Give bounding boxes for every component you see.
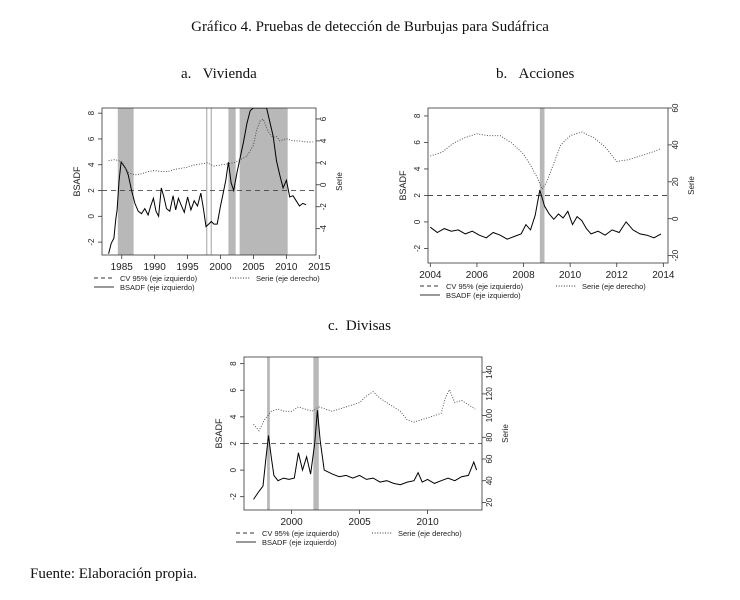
y-left-tick-label: 2 — [413, 193, 422, 198]
y-left-tick-label: -2 — [87, 238, 96, 246]
panel-a-letter: a. — [181, 66, 192, 82]
bsadf-series-line — [430, 190, 661, 239]
y-right-tick-label: 2 — [319, 160, 328, 166]
y-left-axis-label: BSADF — [398, 170, 408, 201]
bubble-period-1 — [313, 357, 318, 510]
panel-c-name: Divisas — [345, 318, 391, 334]
y-right-tick-label: 40 — [485, 476, 494, 486]
panel-c-letter: c. — [328, 318, 339, 334]
y-right-tick-label: 6 — [319, 116, 328, 122]
y-right-tick-label: 0 — [671, 216, 680, 221]
y-left-tick-label: 2 — [229, 441, 238, 446]
legend-serie-label: Serie (eje derecho) — [398, 529, 462, 538]
y-right-tick-label: 20 — [485, 497, 494, 507]
x-tick-label: 2010 — [416, 517, 439, 528]
y-right-tick-label: 4 — [319, 138, 328, 144]
legend-bsadf-label: BSADF (eje izquierdo) — [262, 538, 337, 547]
bubble-period-1 — [206, 108, 207, 255]
panel-a-title — [181, 66, 257, 83]
y-right-tick-label: 100 — [485, 408, 494, 423]
legend-serie-label: Serie (eje derecho) — [256, 274, 320, 283]
y-left-tick-label: -2 — [229, 493, 238, 501]
legend-cv95-label: CV 95% (eje izquierdo) — [120, 274, 198, 283]
y-right-tick-label: -2 — [319, 203, 328, 211]
x-tick-label: 2014 — [652, 270, 675, 281]
x-tick-label: 2012 — [605, 270, 628, 281]
bsadf-series-line — [254, 410, 477, 499]
y-right-axis-label: Serie — [335, 172, 344, 191]
legend-bsadf-label: BSADF (eje izquierdo) — [120, 283, 195, 292]
x-tick-label: 2008 — [512, 270, 535, 281]
y-left-tick-label: 8 — [87, 110, 96, 116]
y-right-tick-label: 0 — [319, 182, 328, 188]
x-tick-label: 2000 — [209, 262, 232, 273]
y-left-axis-label: BSADF — [214, 418, 224, 449]
serie-series-line — [254, 390, 476, 431]
bubble-period-0 — [118, 108, 134, 255]
x-tick-label: 2010 — [275, 262, 298, 273]
y-left-tick-label: 8 — [229, 361, 238, 366]
legend-cv95-label: CV 95% (eje izquierdo) — [262, 529, 340, 538]
x-tick-label: 2004 — [419, 270, 442, 281]
x-tick-label: 2000 — [280, 517, 303, 528]
plot-frame — [428, 108, 668, 263]
y-right-axis-label: Serie — [501, 424, 510, 443]
x-tick-label: 1985 — [110, 262, 133, 273]
x-tick-label: 1995 — [176, 262, 199, 273]
y-left-tick-label: 6 — [413, 140, 422, 145]
y-right-tick-label: 60 — [671, 103, 680, 113]
x-tick-label: 1990 — [143, 262, 166, 273]
bubble-period-2 — [211, 108, 212, 255]
y-left-tick-label: 4 — [229, 414, 238, 420]
bubble-period-0 — [267, 357, 270, 510]
legend-bsadf-label: BSADF (eje izquierdo) — [446, 291, 521, 300]
y-right-tick-label: 20 — [671, 177, 680, 187]
y-left-tick-label: 6 — [229, 388, 238, 393]
bubble-period-3 — [228, 108, 235, 255]
y-right-tick-label: 140 — [485, 365, 494, 379]
panel-b-title — [496, 66, 574, 83]
y-right-tick-label: 40 — [671, 140, 680, 150]
chart-vivienda — [30, 95, 350, 305]
y-right-tick-label: 80 — [485, 432, 494, 442]
x-tick-label: 2006 — [465, 270, 489, 281]
y-left-tick-label: 0 — [229, 467, 238, 473]
legend-serie-label: Serie (eje derecho) — [582, 282, 646, 291]
x-tick-label: 2005 — [242, 262, 265, 273]
source-note: Fuente: Elaboración propia. — [30, 566, 198, 582]
panel-b-letter: b. — [496, 66, 508, 82]
serie-series-line — [430, 132, 661, 189]
panel-b-name: Acciones — [518, 66, 575, 82]
y-left-tick-label: 4 — [87, 162, 96, 167]
y-right-tick-label: -4 — [319, 225, 328, 233]
y-right-tick-label: 60 — [485, 454, 494, 464]
y-left-tick-label: 4 — [413, 166, 422, 172]
y-left-axis-label: BSADF — [72, 166, 82, 197]
y-right-tick-label: 120 — [485, 387, 494, 401]
y-right-tick-label: -20 — [671, 249, 680, 262]
y-left-tick-label: 8 — [413, 113, 422, 119]
chart-acciones — [390, 95, 730, 300]
x-tick-label: 2010 — [559, 270, 582, 281]
bubble-period-4 — [240, 108, 288, 255]
panel-a-name: Vivienda — [202, 66, 257, 82]
x-tick-label: 2005 — [348, 517, 371, 528]
y-left-tick-label: 2 — [87, 188, 96, 193]
x-tick-label: 2015 — [308, 262, 331, 273]
chart-divisas — [200, 350, 520, 555]
plot-frame — [244, 357, 482, 510]
y-left-tick-label: 6 — [87, 136, 96, 142]
y-left-tick-label: 0 — [413, 219, 422, 225]
legend-cv95-label: CV 95% (eje izquierdo) — [446, 282, 524, 291]
y-right-axis-label: Serie — [687, 176, 696, 195]
y-left-tick-label: -2 — [413, 244, 422, 252]
y-left-tick-label: 0 — [87, 214, 96, 219]
figure-title: Gráfico 4. Pruebas de detección de Burbujas para Sudáfrica — [191, 19, 549, 35]
panel-c-title — [328, 318, 391, 335]
